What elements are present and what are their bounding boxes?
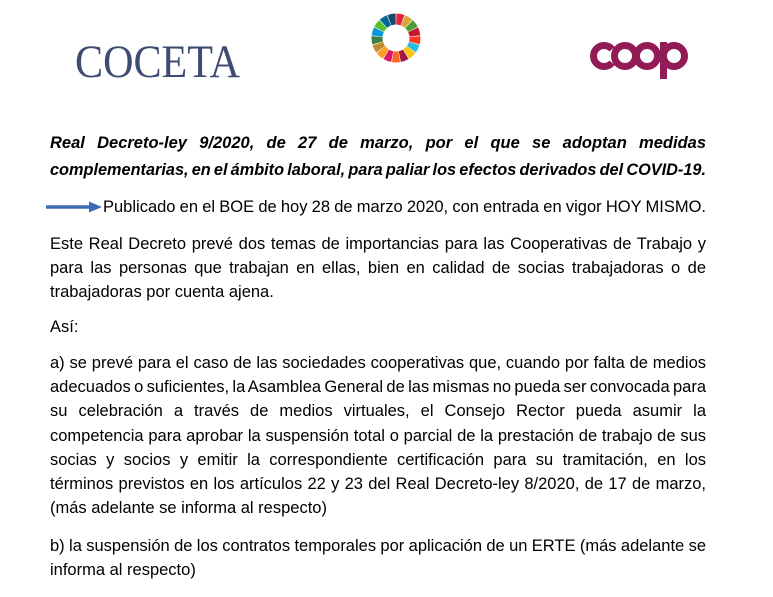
paragraph-text: para las personas que trabajan en ellas, bien en calidad de socias trabajadoras o de: [50, 259, 706, 278]
text-line: [103, 195, 706, 219]
title-line-text: Real Decreto-ley 9/2020, de 27 de marzo, por el que se adoptan medidas: [50, 134, 706, 152]
paragraph-text: Este Real Decreto prevé dos temas de importancias para las Cooperativas de Trabajo y: [50, 235, 706, 253]
text-line: [50, 375, 706, 399]
paragraph-text: trabajadoras por cuenta ajena.: [50, 283, 274, 302]
paragraph-text: (más adelante se informa al respecto): [50, 499, 327, 518]
coop-letter-o: [615, 46, 636, 67]
text-line: [50, 534, 706, 558]
title-line-text: complementarias, en el ámbito laboral, para paliar los efectos derivados del COVID-19.: [50, 160, 706, 179]
paragraph-text: socias y socios y emitir la correspondiente certificación para su tramitación, en los: [50, 450, 706, 469]
text-line: [50, 256, 706, 280]
coop-logo: [585, 36, 695, 84]
paragraph-text: competencia para aprobar la suspensión total o parcial de la prestación de trabajo de sus: [50, 426, 706, 445]
publication-notice-text: Publicado en el BOE de hoy 28 de marzo 2020, con entrada en vigor HOY MISMO.: [103, 198, 706, 216]
document-title: [50, 130, 706, 183]
item-a-paragraph: [50, 351, 706, 520]
paragraph-text: adecuados o suficientes, la Asamblea General de las mismas no pueda ser convocada para: [50, 378, 706, 397]
coop-letter-c: [593, 46, 612, 67]
right-arrow-icon: [44, 199, 106, 215]
arrow-head: [89, 202, 102, 213]
paragraph-text: Así:: [50, 318, 79, 336]
paragraph-text: su celebración a través de medios virtuales, el Consejo Rector pueda asumir la: [50, 402, 706, 421]
text-line: [50, 424, 706, 448]
text-line: [50, 472, 706, 496]
coceta-logo-text: COCETA: [75, 36, 241, 84]
paragraph-text: términos previstos en los artículos 22 y 23 del Real Decreto-ley 8/2020, de 17 de marzo,: [50, 475, 706, 494]
sdg-wheel-icon: [370, 12, 422, 64]
asi-paragraph: [50, 315, 706, 339]
text-line: [50, 232, 706, 256]
coop-letter-o: [637, 46, 658, 67]
paragraph-text: a) se prevé para el caso de las sociedades cooperativas que, cuando por falta de medios: [50, 354, 706, 372]
coceta-logo: [70, 36, 250, 84]
title-line: [50, 130, 706, 157]
title-line: [50, 157, 706, 184]
publication-notice: [103, 195, 706, 219]
text-line: [50, 280, 706, 304]
text-line: [50, 351, 706, 375]
text-line: [50, 496, 706, 520]
text-line: [50, 399, 706, 423]
intro-paragraph: [50, 232, 706, 305]
text-line: [50, 448, 706, 472]
sdg-segment: [392, 51, 400, 62]
paragraph-text: b) la suspensión de los contratos temporales por aplicación de un ERTE (más adelante se: [50, 537, 706, 555]
text-line: [50, 558, 706, 582]
text-line: [50, 315, 706, 339]
item-b-paragraph: [50, 534, 706, 582]
paragraph-text: informa al respecto): [50, 561, 196, 580]
